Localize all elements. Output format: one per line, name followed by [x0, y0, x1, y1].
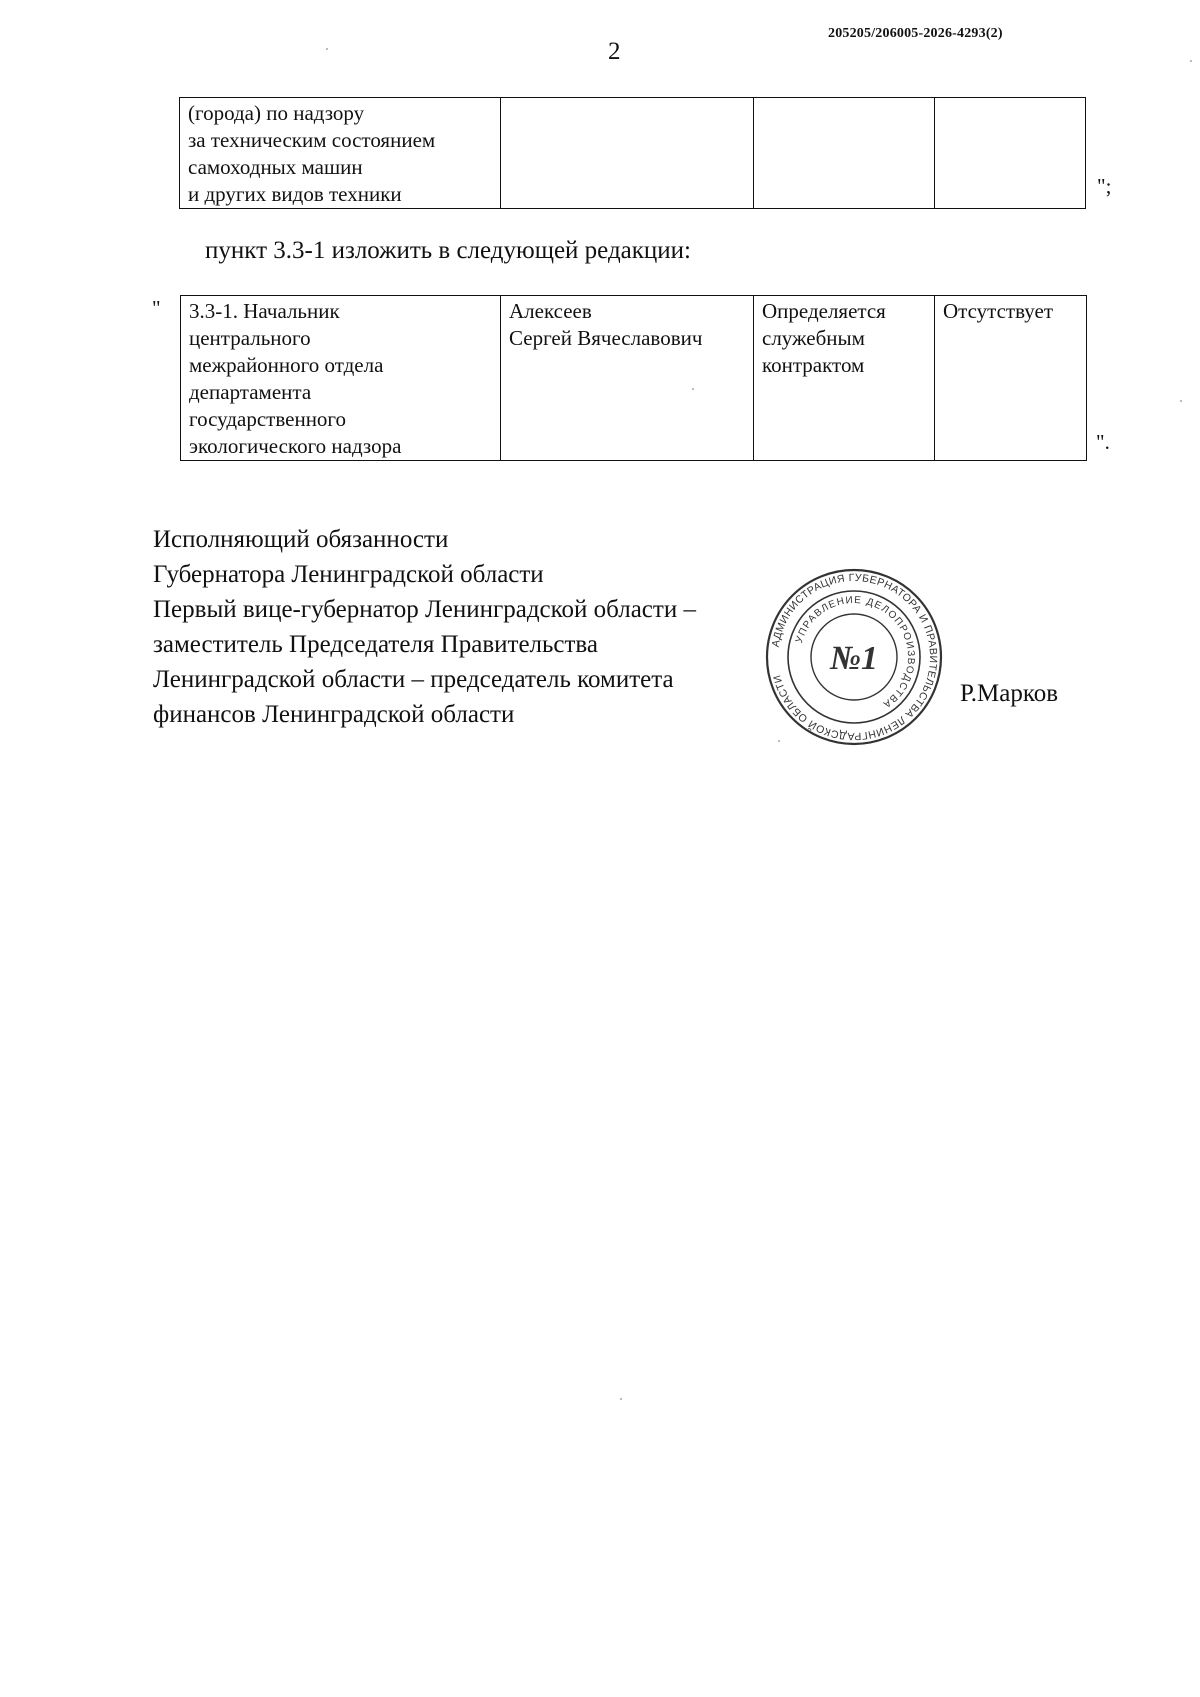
table-bottom	[180, 295, 1087, 461]
signature-line: заместитель Председателя Правительства	[153, 631, 599, 658]
cell-line: межрайонного отдела	[189, 353, 384, 377]
signer-name: Р.Марков	[960, 680, 1059, 707]
opening-quote: "	[152, 296, 161, 320]
table-cell-position	[180, 98, 501, 209]
table-cell-position	[181, 296, 501, 461]
table-cell-note	[935, 98, 1086, 209]
table-cell-note	[935, 296, 1087, 461]
document-number: 205205/206005-2026-4293(2)	[828, 26, 1003, 41]
table-cell-name	[501, 98, 754, 209]
cell-line: 3.3-1. Начальник	[189, 299, 340, 323]
closing-quote: ";	[1097, 174, 1112, 198]
cell-line: (города) по надзору	[188, 101, 365, 125]
signature-line: финансов Ленинградской области	[153, 701, 515, 728]
svg-text:АДМИНИСТРАЦИЯ ГУБЕРНАТОРА И ПР: АДМИНИСТРАЦИЯ ГУБЕРНАТОРА И ПРАВИТЕЛЬСТВА ЛЕНИНГРАДСКОЙ ОБЛАСТИ	[769, 571, 940, 743]
closing-quote: ".	[1096, 430, 1110, 454]
signature-line: Губернатора Ленинградской области	[153, 561, 544, 588]
cell-line: и других видов техники	[188, 182, 402, 206]
table-row	[181, 296, 1087, 461]
signature-line: Первый вице-губернатор Ленинградской области –	[153, 596, 696, 623]
cell-line: экологического надзора	[189, 434, 402, 458]
cell-line: государственного	[189, 407, 347, 431]
svg-text:№1: №1	[829, 640, 879, 677]
signature-line: Ленинградской области – председатель комитета	[153, 666, 674, 693]
cell-line: Сергей Вячеславович	[509, 326, 703, 350]
cell-line: контрактом	[762, 353, 865, 377]
cell-line: самоходных машин	[188, 155, 363, 179]
signature-block	[153, 522, 696, 732]
svg-text:УПРАВЛЕНИЕ ДЕЛОПРОИЗВОДСТВА: УПРАВЛЕНИЕ ДЕЛОПРОИЗВОДСТВА	[793, 594, 917, 711]
cell-line: за техническим состоянием	[188, 128, 436, 152]
official-seal	[764, 567, 944, 747]
table-top	[179, 97, 1086, 209]
page-number: 2	[608, 38, 621, 65]
table-cell-name	[501, 296, 754, 461]
table-cell-terms	[754, 98, 935, 209]
cell-line: центрального	[189, 326, 311, 350]
cell-line: Алексеев	[509, 299, 592, 323]
table-cell-terms	[754, 296, 935, 461]
signature-line: Исполняющий обязанности	[153, 526, 449, 553]
cell-line: служебным	[762, 326, 865, 350]
cell-line: департамента	[189, 380, 312, 404]
cell-line: Определяется	[762, 299, 886, 323]
amendment-paragraph: пункт 3.3-1 изложить в следующей редакции:	[205, 237, 691, 264]
cell-line: Отсутствует	[943, 299, 1053, 323]
table-row	[180, 98, 1086, 209]
